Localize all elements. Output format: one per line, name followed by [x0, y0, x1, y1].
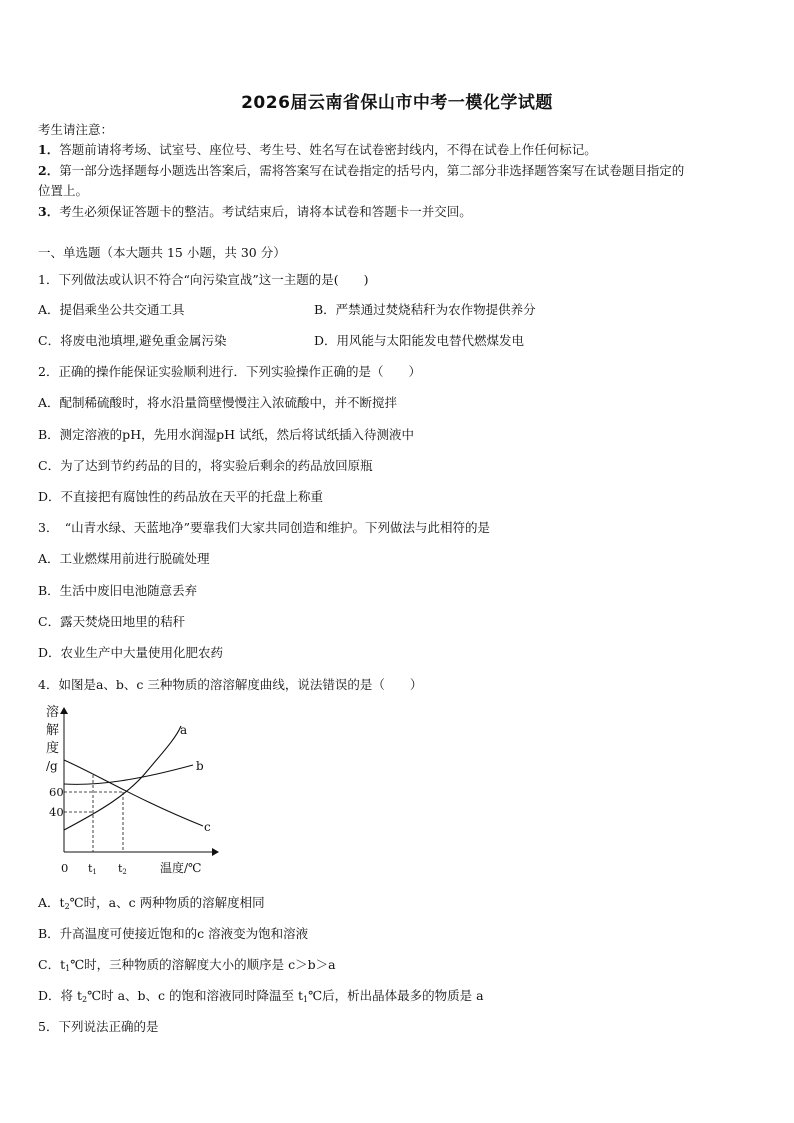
- y-tick-60: 60: [49, 785, 64, 799]
- x-axis-label: 温度/℃: [160, 861, 202, 875]
- section-heading: 一、单选题（本大题共 15 小题，共 30 分）: [38, 245, 286, 260]
- q2-option-d: D．不直接把有腐蚀性的药品放在天平的托盘上称重: [38, 489, 324, 504]
- curve-label-c: c: [204, 820, 211, 834]
- q1-option-c: C．将废电池填埋,避免重金属污染: [38, 333, 227, 348]
- notice-item-1: [38, 142, 597, 158]
- q1-stem: 1．下列做法或认识不符合“向污染宣战”这一主题的是( ): [38, 272, 369, 287]
- q3-option-a: A．工业燃煤用前进行脱硫处理: [38, 551, 210, 566]
- y-axis-label-1: 溶: [46, 705, 60, 720]
- q4-option-a: A．$t_2℃$时，a、c 两种物质的溶解度相同: [38, 895, 265, 911]
- q3-stem: 3． “山青水绿、天蓝地净”要靠我们大家共同创造和维护。下列做法与此相符的是: [38, 520, 490, 535]
- curve-c: [64, 760, 203, 826]
- q2-stem: 2．正确的操作能保证实验顺利进行．下列实验操作正确的是（ ）: [38, 364, 421, 379]
- curve-label-b: b: [196, 759, 204, 773]
- q1-option-d: D．用风能与太阳能发电替代燃煤发电: [314, 333, 525, 348]
- x-origin: 0: [61, 861, 69, 875]
- y-axis-label-3: 度: [46, 741, 60, 756]
- q1-option-a: A．提倡乘坐公共交通工具: [38, 302, 185, 317]
- solubility-curve-figure: [38, 700, 238, 880]
- q4-option-c: C．$t_1℃$时，三种物质的溶解度大小的顺序是 c＞b＞a: [38, 957, 336, 973]
- y-axis-label-4: /g: [46, 759, 58, 773]
- q2-option-a: A．配制稀硫酸时，将水沿量筒壁慢慢注入浓硫酸中，并不断搅拌: [38, 395, 398, 410]
- q4-option-d: D．将 $t_2℃$时 a、b、c 的饱和溶液同时降温至 $t_1℃$后，析出晶体最多的物质是 a: [38, 988, 484, 1004]
- notice-num: 3．: [38, 204, 60, 219]
- y-tick-40: 40: [49, 805, 64, 819]
- notice-item-2-cont: 位置上。: [38, 183, 89, 198]
- curve-a: [64, 726, 181, 830]
- notice-item-3: [38, 204, 472, 220]
- notice-text: 答题前请将考场、试室号、座位号、考生号、姓名写在试卷密封线内，不得在试卷上作任何标记。: [59, 142, 597, 157]
- notice-text: 第一部分选择题每小题选出答案后，需将答案写在试卷指定的括号内，第二部分非选择题答案写在试卷题目指定的: [59, 163, 685, 178]
- q2-option-b: B．测定溶液的pH，先用水润湿pH 试纸，然后将试纸插入待测液中: [38, 427, 414, 442]
- q3-option-d: D．农业生产中大量使用化肥农药: [38, 645, 224, 660]
- x-tick-t2: t2: [118, 862, 127, 876]
- notice-item-2: [38, 163, 684, 179]
- q5-stem: 5．下列说法正确的是: [38, 1019, 159, 1034]
- curve-label-a: a: [180, 723, 188, 737]
- q4-option-b: B．升高温度可使接近饱和的c 溶液变为饱和溶液: [38, 926, 309, 941]
- q3-option-b: B．生活中废旧电池随意丢弃: [38, 583, 198, 598]
- notice-num: 2．: [38, 163, 60, 178]
- page-title: 2026届云南省保山市中考一模化学试题: [241, 93, 553, 113]
- q1-option-b: B．严禁通过焚烧秸秆为农作物提供养分: [314, 302, 536, 317]
- notice-text: 考生必须保证答题卡的整洁。考试结束后，请将本试卷和答题卡一并交回。: [59, 204, 472, 219]
- x-tick-t1: t1: [88, 862, 97, 876]
- notice-heading: 考生请注意：: [38, 122, 114, 137]
- curve-b: [64, 765, 193, 784]
- y-axis-label-2: 解: [46, 723, 60, 738]
- q4-stem: 4．如图是a、b、c 三种物质的溶溶解度曲线，说法错误的是（ ）: [38, 677, 423, 692]
- notice-num: 1．: [38, 142, 60, 157]
- q2-option-c: C．为了达到节约药品的目的，将实验后剩余的药品放回原瓶: [38, 458, 373, 473]
- q3-option-c: C．露天焚烧田地里的秸秆: [38, 614, 186, 629]
